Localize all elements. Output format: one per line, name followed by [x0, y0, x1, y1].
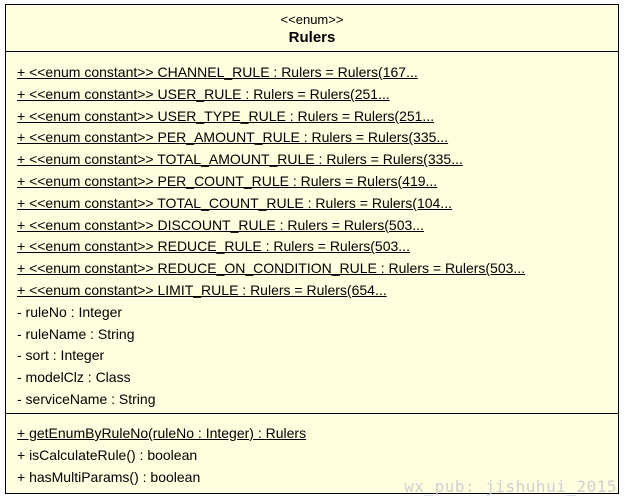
- attribute-row: + <<enum constant>> CHANNEL_RULE : Rulers = Rulers(167...: [17, 64, 418, 80]
- attribute-row: + <<enum constant>> USER_RULE : Rulers = Rulers(251...: [17, 85, 390, 102]
- class-stereotype: <<enum>>: [280, 12, 344, 27]
- operation-row: + getEnumByRuleNo(ruleNo : Integer) : Rulers: [17, 425, 307, 441]
- attribute-row: - ruleNo : Integer: [17, 303, 123, 320]
- attribute-row: + <<enum constant>> PER_AMOUNT_RULE : Rulers = Rulers(335...: [17, 129, 449, 146]
- operation-row: + hasMultiParams() : boolean: [17, 468, 201, 485]
- attribute-row: - sort : Integer: [17, 347, 105, 364]
- attribute-row: + <<enum constant>> USER_TYPE_RULE : Rulers = Rulers(251...: [17, 107, 435, 124]
- attribute-row: + <<enum constant>> LIMIT_RULE : Rulers = Rulers(654...: [17, 281, 387, 298]
- class-name: Rulers: [288, 29, 336, 46]
- attributes-compartment: [6, 52, 618, 414]
- attribute-row: + <<enum constant>> REDUCE_RULE : Rulers = Rulers(503...: [17, 238, 410, 255]
- attribute-row: + <<enum constant>> TOTAL_AMOUNT_RULE : Rulers = Rulers(335...: [17, 151, 463, 168]
- operation-row: + isCalculateRule() : boolean: [17, 446, 198, 463]
- class-header: [6, 5, 618, 52]
- watermark-text: wx_pub: jishuhui_2015: [404, 477, 617, 496]
- attribute-row: + <<enum constant>> DISCOUNT_RULE : Rulers = Rulers(503...: [17, 216, 424, 233]
- attribute-row: - serviceName : String: [17, 390, 156, 407]
- attribute-row: - ruleName : String: [17, 325, 135, 342]
- attribute-row: - modelClz : Class: [17, 369, 131, 386]
- attribute-row: + <<enum constant>> REDUCE_ON_CONDITION_RULE : Rulers = Rulers(503...: [17, 260, 526, 277]
- attribute-row: + <<enum constant>> TOTAL_COUNT_RULE : Rulers = Rulers(104...: [17, 194, 452, 211]
- attribute-row: + <<enum constant>> PER_COUNT_RULE : Rulers = Rulers(419...: [17, 172, 438, 189]
- uml-class-box: [5, 4, 619, 494]
